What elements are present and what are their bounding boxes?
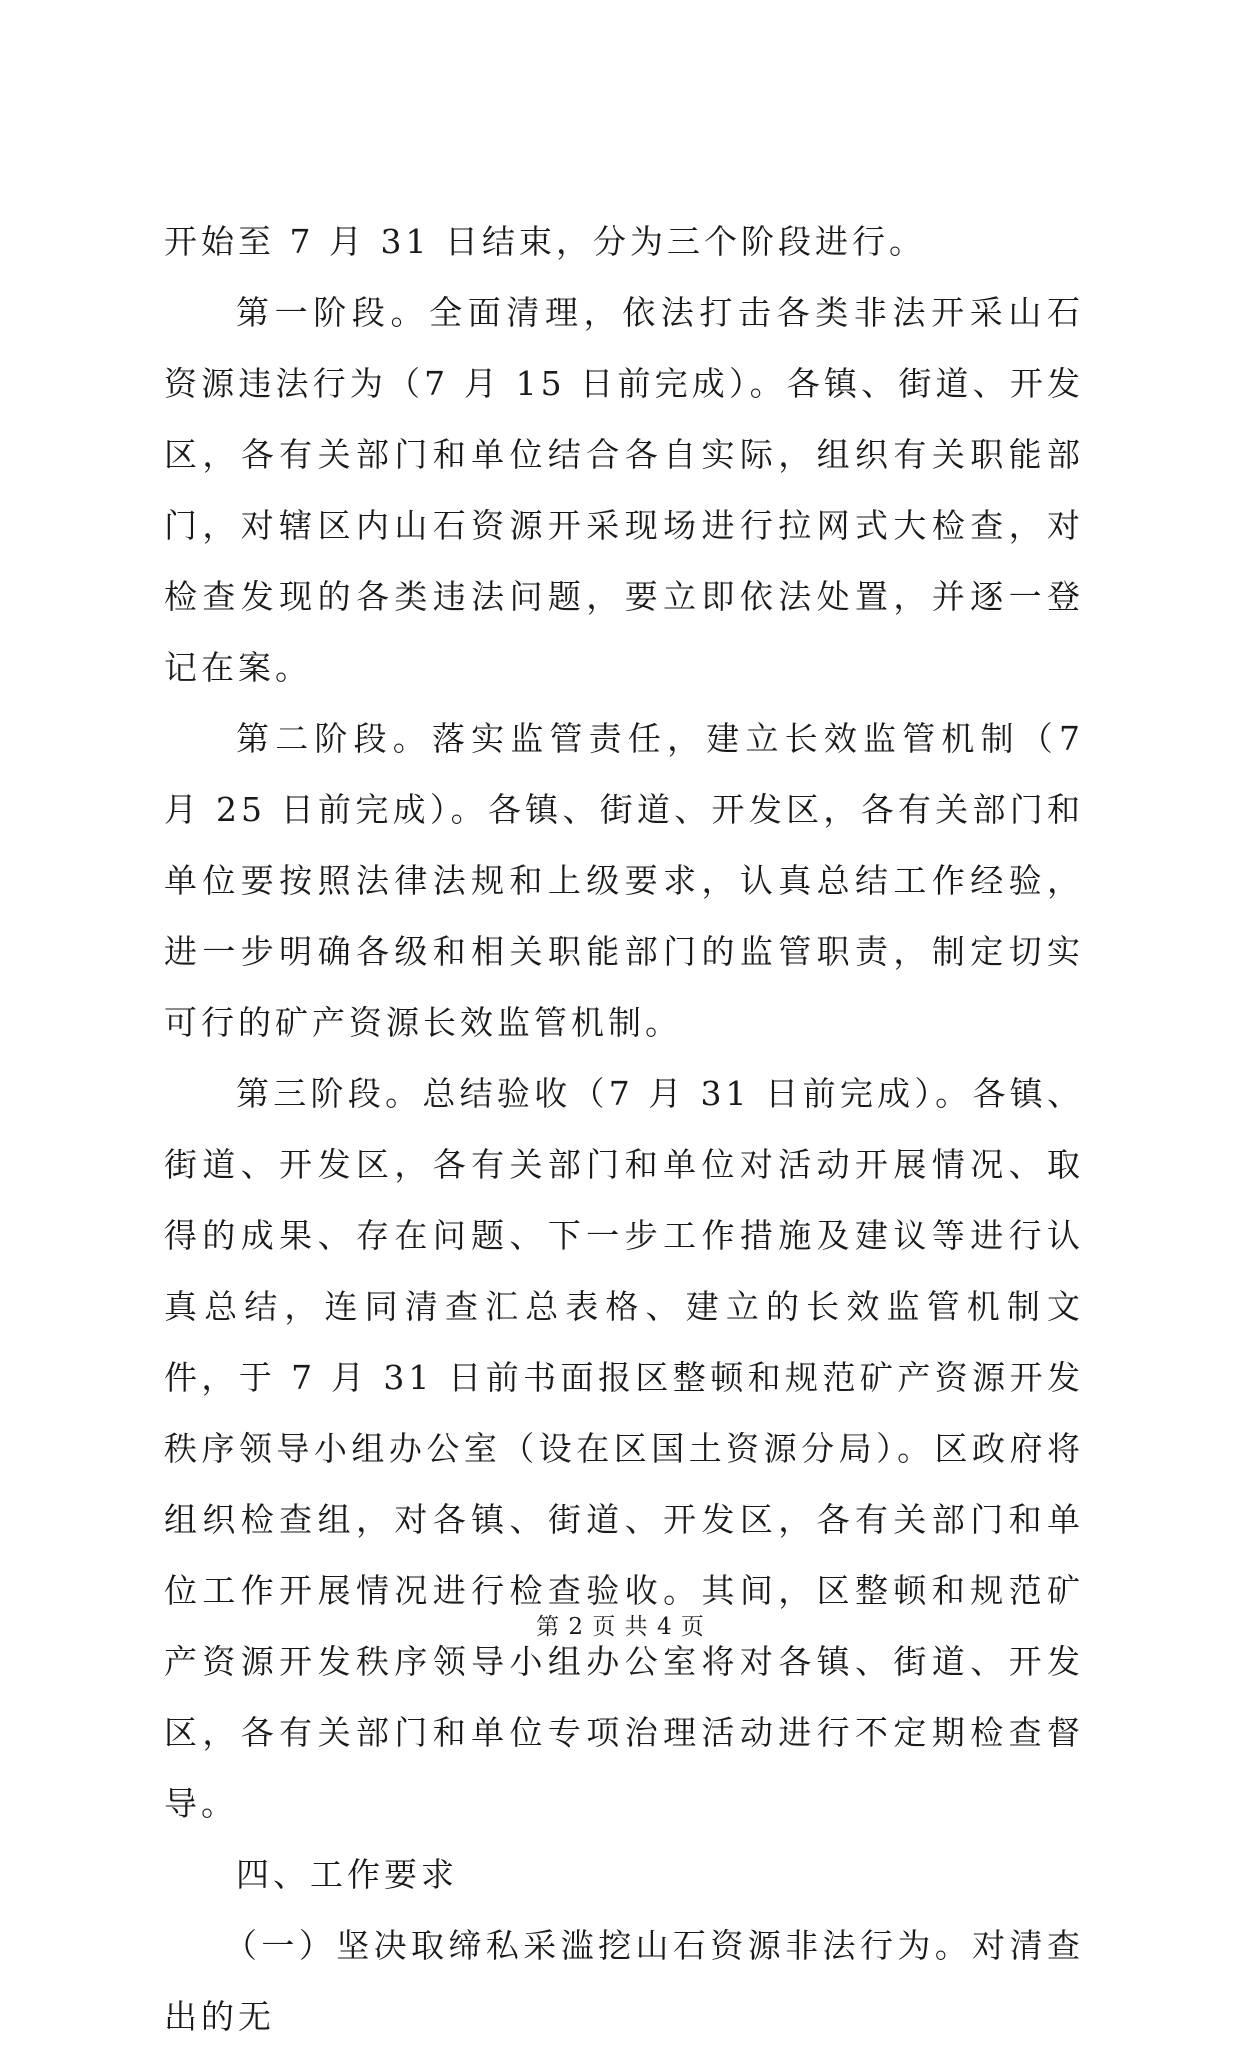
page-number-footer: 第 2 页 共 4 页 bbox=[536, 1614, 705, 1640]
document-body bbox=[164, 206, 1084, 2052]
section-heading-work-requirements: 四、工作要求 bbox=[236, 1855, 458, 1894]
paragraph-requirement-one: （一）坚决取缔私采滥挖山石资源非法行为。对清查出的无 bbox=[164, 1926, 1084, 2036]
paragraph-phase-one: 第一阶段。全面清理，依法打击各类非法开采山石资源违法行为（7 月 15 日前完成）。各镇、街道、开发区，各有关部门和单位结合各自实际，组织有关职能部门，对辖区内山石资源开采现场进行拉网式大检查，对检查发现的各类违法问题，要立即依法处置，并逐一登记在案。 bbox=[164, 293, 1084, 687]
paragraph-continuation: 开始至 7 月 31 日结束，分为三个阶段进行。 bbox=[164, 222, 926, 261]
paragraph-phase-two: 第二阶段。落实监管责任，建立长效监管机制（7 月 25 日前完成）。各镇、街道、开发区，各有关部门和单位要按照法律法规和上级要求，认真总结工作经验，进一步明确各级和相关职能部门的监管职责，制定切实可行的矿产资源长效监管机制。 bbox=[164, 719, 1084, 1042]
paragraph-phase-three: 第三阶段。总结验收（7 月 31 日前完成）。各镇、街道、开发区，各有关部门和单位对活动开展情况、取得的成果、存在问题、下一步工作措施及建议等进行认真总结，连同清查汇总表格、建立的长效监管机制文件，于 7 月 31 日前书面报区整顿和规范矿产资源开发秩序领导小组办公室（设在区国土资源分局）。区政府将组织检查组，对各镇、街道、开发区，各有关部门和单位工作开展情况进行检查验收。其间，区整顿和规范矿产资源开发秩序领导小组办公室将对各镇、街道、开发区，各有关部门和单位专项治理活动进行不定期检查督导。 bbox=[164, 1074, 1084, 1823]
